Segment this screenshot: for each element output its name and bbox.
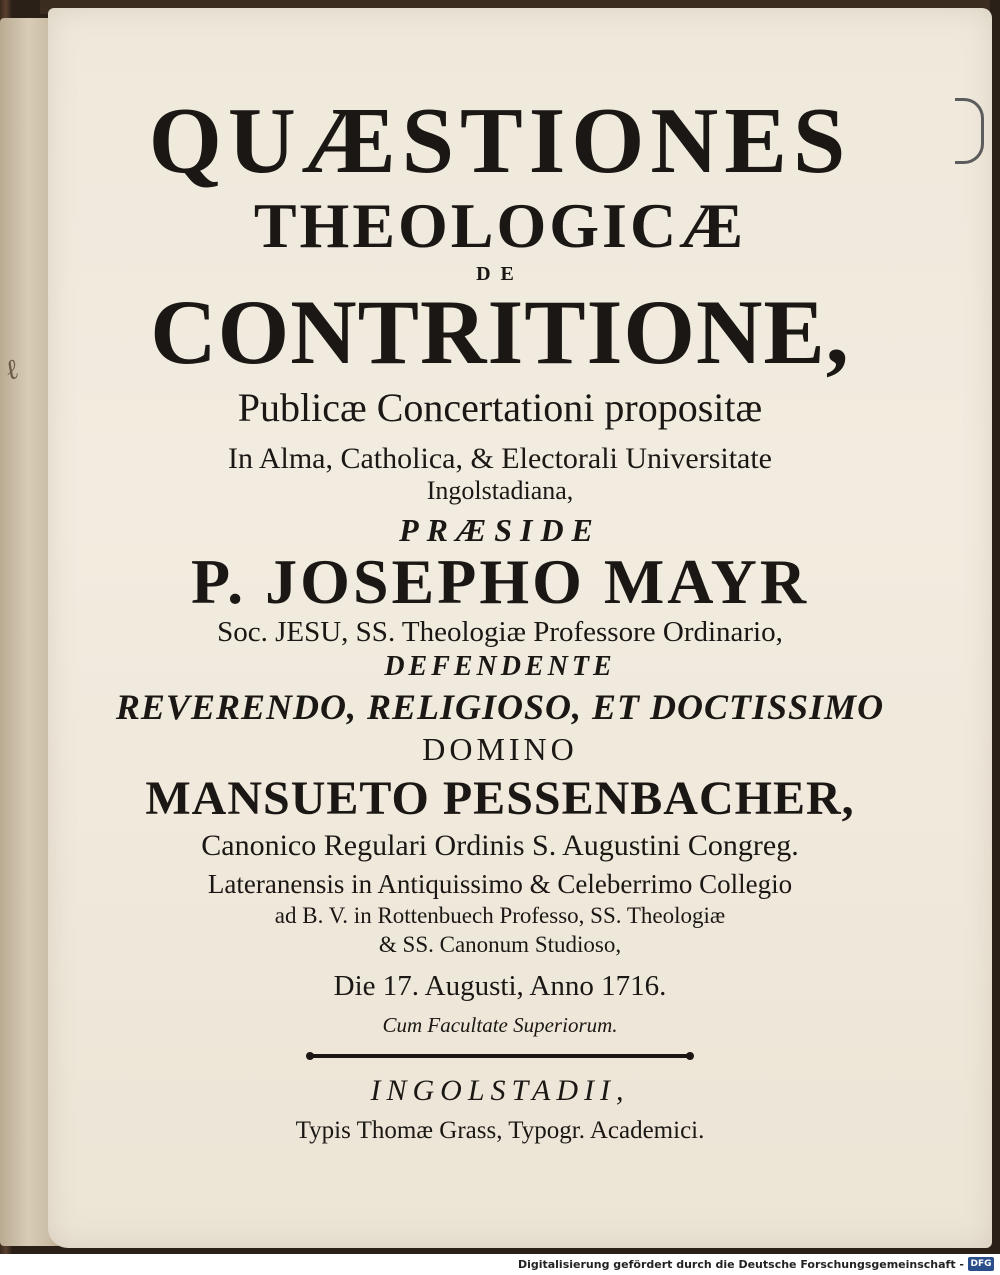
page-clip-icon	[955, 98, 984, 164]
title-line-1: QUÆSTIONES	[148, 89, 852, 193]
place-line: INGOLSTADII,	[370, 1074, 630, 1107]
defendant-name: MANSUETO PESSENBACHER,	[145, 772, 855, 825]
printer-line: Typis Thomæ Grass, Typogr. Academici.	[295, 1117, 705, 1144]
handwritten-mark: ℓ	[0, 352, 23, 388]
date-line: Die 17. Augusti, Anno 1716.	[333, 970, 667, 1002]
university-line: In Alma, Catholica, & Electorali Universitate	[228, 442, 772, 475]
dfg-logo: DFG	[968, 1257, 994, 1271]
subtitle-line: Publicæ Concertationi propositæ	[237, 385, 763, 430]
footer-credit: Digitalisierung gefördert durch die Deutsche Forschungsgemeinschaft -	[517, 1258, 964, 1271]
title-line-4: CONTRITIONE,	[150, 281, 850, 383]
ornamental-rule	[310, 1054, 690, 1058]
domino-label: DOMINO	[422, 731, 578, 767]
praeses-name: P. JOSEPHO MAYR	[190, 546, 810, 617]
praeses-title: Soc. JESU, SS. Theologiæ Professore Ordinario,	[217, 616, 783, 648]
footer-bar	[0, 1254, 1000, 1275]
defendant-title-3: ad B. V. in Rottenbuech Professo, SS. Theologiæ	[274, 903, 726, 928]
defendente-label: DEFENDENTE	[384, 651, 616, 682]
honorific-line: REVERENDO, RELIGIOSO, ET DOCTISSIMO	[115, 687, 885, 727]
defendant-title-4: & SS. Canonum Studioso,	[378, 932, 622, 957]
university-name: Ingolstadiana,	[426, 476, 574, 505]
defendant-title-1: Canonico Regulari Ordinis S. Augustini Congreg.	[201, 829, 799, 862]
title-line-2: THEOLOGICÆ	[253, 190, 747, 261]
praeside-label: PRÆSIDE	[399, 512, 601, 548]
permission-line: Cum Facultate Superiorum.	[382, 1013, 618, 1037]
title-page-text	[60, 80, 940, 1143]
defendant-title-2: Lateranensis in Antiquissimo & Celeberrimo Collegio	[207, 869, 793, 899]
title-line-3: DE	[476, 263, 524, 285]
